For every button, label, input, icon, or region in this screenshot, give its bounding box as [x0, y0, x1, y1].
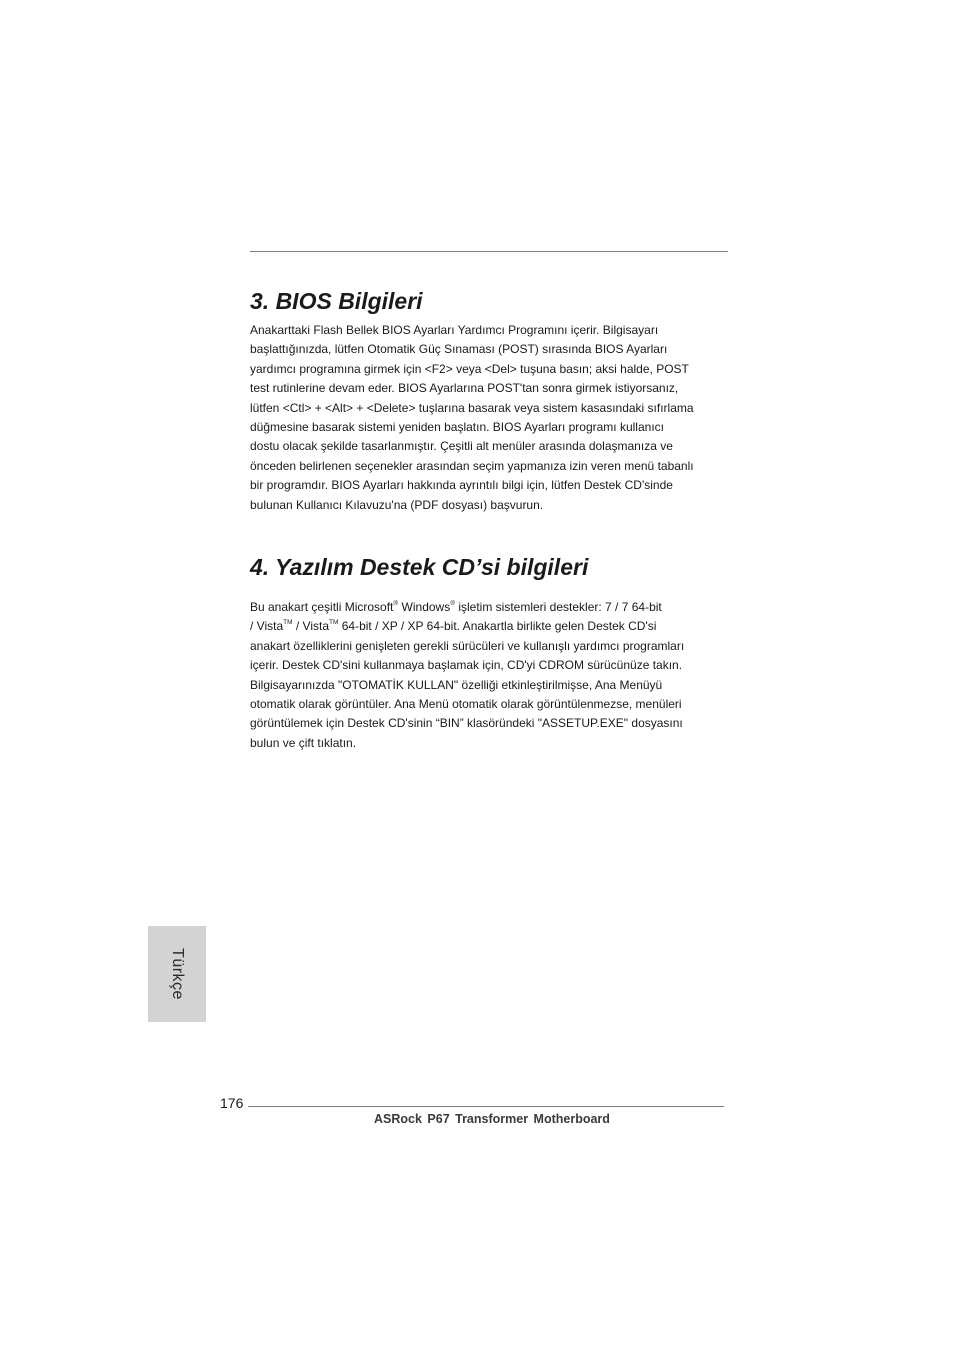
section-4-paragraph — [250, 598, 728, 753]
paragraph-line: bir programdır. BIOS Ayarları hakkında ayrıntılı bilgi için, lütfen Destek CD'sinde — [250, 478, 673, 493]
paragraph-line: otomatik olarak görüntüler. Ana Menü otomatik olarak görüntülenmezse, menüleri — [250, 697, 682, 712]
paragraph-line: test rutinlerine devam eder. BIOS Ayarlarına POST'tan sonra girmek istiyorsanız, — [250, 381, 679, 396]
language-tab-label: Türkçe — [169, 948, 186, 1000]
top-divider — [250, 251, 728, 252]
text-fragment: / Vista — [250, 619, 284, 634]
registered-mark: ® — [450, 600, 455, 607]
section-3-paragraph — [250, 321, 728, 515]
text-fragment: işletim sistemleri destekler: 7 / 7 64-bit — [455, 600, 662, 614]
paragraph-line: bulunan Kullanıcı Kılavuzu'na (PDF dosyası) başvurun. — [250, 497, 544, 512]
paragraph-line: Anakarttaki Flash Bellek BIOS Ayarları Yardımcı Programını içerir. Bilgisayarı — [250, 323, 659, 337]
paragraph-line: dostu olacak şekilde tasarlanmıştır. Çeşitli alt menüler arasında dolaşmanıza ve — [250, 439, 673, 454]
paragraph-line — [250, 617, 728, 636]
section-4-title: 4. Yazılım Destek CD’si bilgileri — [250, 554, 589, 580]
language-tab — [148, 926, 206, 1022]
paragraph-line: lütfen <Ctl> + <Alt> + <Delete> tuşlarına basarak veya sistem kasasındaki sıfırlama — [250, 400, 694, 415]
paragraph-line: başlattığınızda, lütfen Otomatik Güç Sınaması (POST) sırasında BIOS Ayarları — [250, 342, 668, 357]
trademark-mark: TM — [329, 619, 339, 627]
text-fragment: 64-bit / XP / XP 64-bit. Anakartla birlikte gelen Destek CD'si — [338, 619, 657, 634]
paragraph-line: yardımcı programına girmek için <F2> veya <Del> tuşuna basın; aksi halde, POST — [250, 361, 689, 376]
footer-product-title: ASRock P67 Transformer Motherboard — [374, 1112, 610, 1126]
paragraph-line: düğmesine basarak sistemi yeniden başlatın. BIOS Ayarları programı kullanıcı — [250, 420, 664, 435]
paragraph-line — [250, 598, 728, 617]
paragraph-line: Bilgisayarınızda "OTOMATİK KULLAN" özelliği etkinleştirilmişse, Ana Menüyü — [250, 677, 663, 692]
registered-mark: ® — [393, 600, 399, 607]
paragraph-line: önceden belirlenen seçenekler arasından seçim yapmanıza izin veren menü tabanlı — [250, 458, 694, 473]
text-fragment: Windows — [398, 600, 451, 614]
text-fragment: / Vista — [292, 619, 329, 634]
paragraph-line: içerir. Destek CD'sini kullanmaya başlamak için, CD'yi CDROM sürücünüze takın. — [250, 658, 683, 673]
section-3-title: 3. BIOS Bilgileri — [250, 288, 423, 314]
footer-divider — [248, 1106, 724, 1107]
paragraph-line: bulun ve çift tıklatın. — [250, 735, 357, 750]
text-fragment: Bu anakart çeşitli Microsoft — [250, 600, 394, 614]
trademark-mark: TM — [283, 619, 293, 627]
paragraph-line: görüntülemek için Destek CD'sinin “BIN” klasöründeki "ASSETUP.EXE" dosyasını — [250, 716, 683, 731]
paragraph-line: anakart özelliklerini genişleten gerekli sürücüleri ve kullanışlı yardımcı programları — [250, 638, 685, 653]
page-number: 176 — [220, 1095, 244, 1111]
